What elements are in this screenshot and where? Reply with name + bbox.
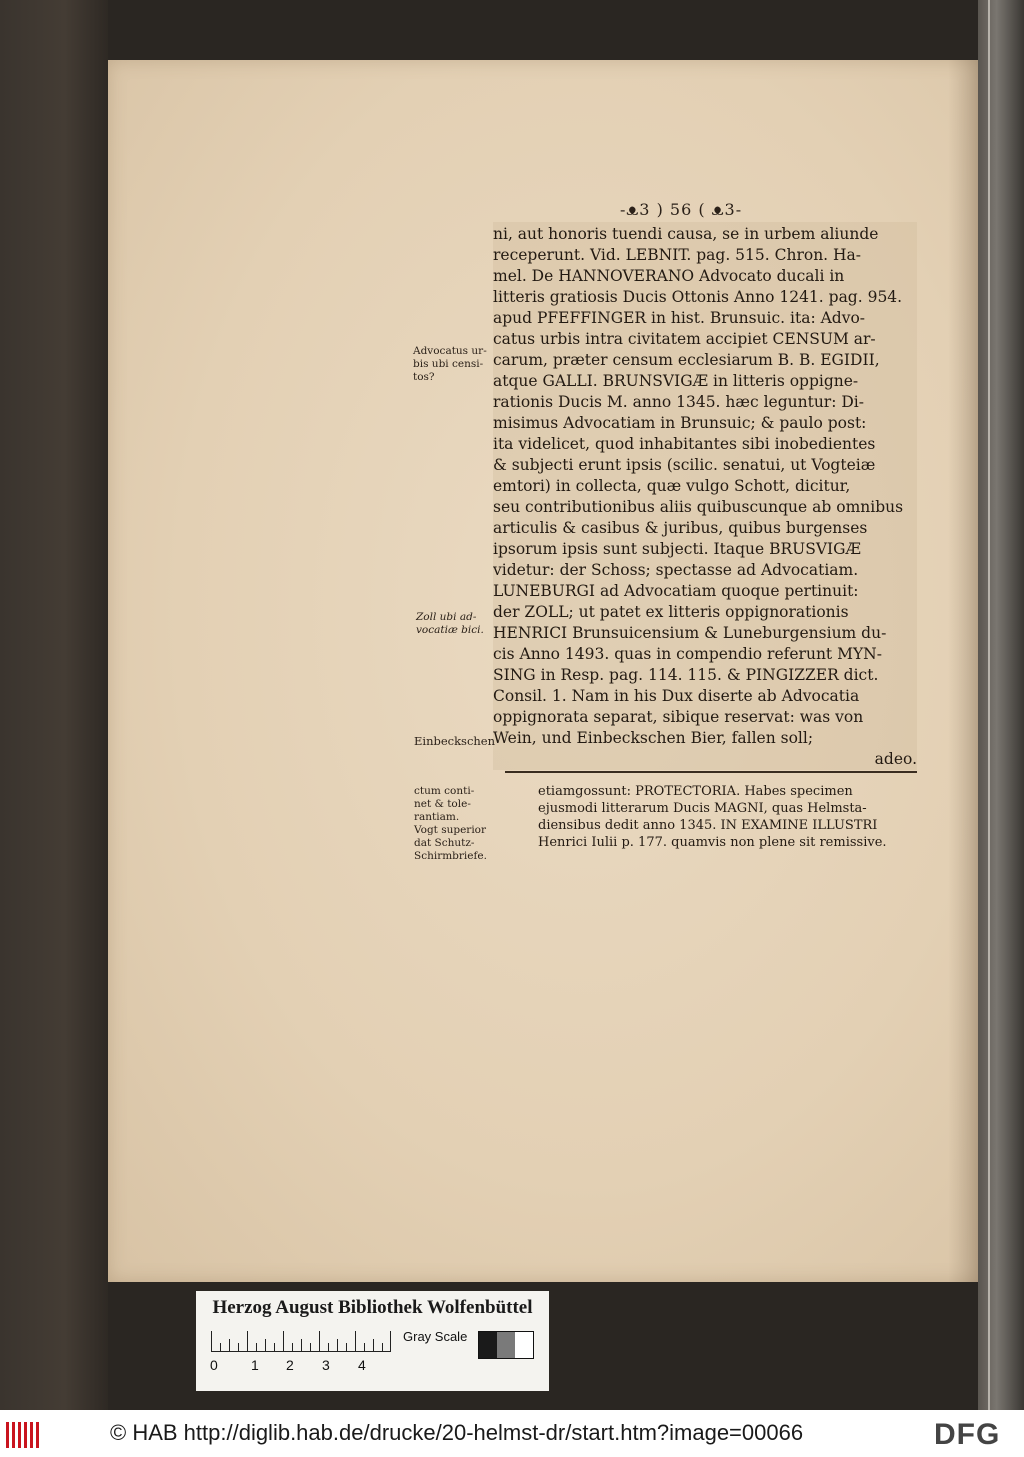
footnote-line: diensibus dedit anno 1345. IN EXAMINE ILLUSTRI xyxy=(538,818,878,833)
ruler-tick xyxy=(390,1331,391,1351)
ruler-tick xyxy=(337,1339,338,1351)
footnote-margin-note: ctum conti- net & tole- rantiam. Vogt superior dat Schutz- Schirmbriefe. xyxy=(414,785,487,862)
text-line: carum, præter censum ecclesiarum B. B. EGIDII, xyxy=(493,351,880,369)
text-line: emtori) in collecta, quæ vulgo Schott, dicitur, xyxy=(493,477,851,495)
text-line: der ZOLL; ut patet ex litteris oppignorationis xyxy=(493,603,849,621)
ruler-number: 3 xyxy=(322,1357,330,1373)
text-line: Wein, und Einbeckschen Bier, fallen soll; xyxy=(493,729,814,747)
ruler-tick xyxy=(229,1339,230,1351)
ruler-number: 2 xyxy=(286,1357,294,1373)
text-line: SING in Resp. pag. 114. 115. & PINGIZZER dict. xyxy=(493,666,879,684)
dfg-logo: DFG xyxy=(934,1418,1001,1451)
ruler-tick xyxy=(247,1331,248,1351)
ruler-tick xyxy=(382,1343,383,1351)
ruler-number: 0 xyxy=(210,1357,218,1373)
text-line: ni, aut honoris tuendi causa, se in urbem aliunde xyxy=(493,225,879,243)
ruler-tick xyxy=(355,1331,356,1351)
text-line: mel. De HANNOVERANO Advocato ducali in xyxy=(493,267,845,285)
footnote-line: etiamgossunt: PROTECTORIA. Habes specimen xyxy=(538,784,853,799)
margin-note-advocatus: Advocatus ur- bis ubi censi- tos? xyxy=(413,345,487,383)
ruler-tick xyxy=(265,1339,266,1351)
ruler-tick xyxy=(373,1339,374,1351)
margin-note-einbeck: Einbeckschen xyxy=(414,734,496,748)
text-line: ipsorum ipsis sunt subjecti. Itaque BRUSVIGÆ xyxy=(493,540,862,558)
text-line: rationis Ducis M. anno 1345. hæc leguntur: Di- xyxy=(493,393,864,411)
gray-swatch-white xyxy=(515,1332,533,1358)
text-line: Consil. 1. Nam in his Dux diserte ab Advocatia xyxy=(493,687,860,705)
text-line: atque GALLI. BRUNSVIGÆ in litteris oppigne- xyxy=(493,372,859,390)
main-text-block xyxy=(493,222,917,770)
text-line: ita videlicet, quod inhabitantes sibi inobedientes xyxy=(493,435,876,453)
ruler-tick xyxy=(292,1343,293,1351)
text-line: adeo. xyxy=(874,750,917,768)
text-line: catus urbis intra civitatem accipiet CENSUM ar- xyxy=(493,330,876,348)
ruler-tick xyxy=(256,1343,257,1351)
ruler-tick xyxy=(283,1331,284,1351)
background-left xyxy=(0,0,108,1410)
gray-swatch-black xyxy=(479,1332,497,1358)
source-url[interactable]: © HAB http://diglib.hab.de/drucke/20-helmst-dr/start.htm?image=00066 xyxy=(110,1420,804,1445)
ruler-tick xyxy=(364,1343,365,1351)
ruler-tick xyxy=(220,1343,221,1351)
ruler-number: 4 xyxy=(358,1357,366,1373)
margin-note-zoll: Zoll ubi ad- vocatiæ bici. xyxy=(416,611,484,636)
ruler-tick xyxy=(310,1343,311,1351)
text-line: receperunt. Vid. LEBNIT. pag. 515. Chron. Ha- xyxy=(493,246,862,264)
gray-scale-label: Gray Scale xyxy=(403,1329,468,1344)
footnote-divider xyxy=(505,771,917,773)
background-right xyxy=(978,0,1024,1410)
footer-bar xyxy=(0,1410,1024,1457)
ruler-tick xyxy=(211,1331,212,1351)
library-label-card xyxy=(196,1291,549,1391)
gray-scale-swatch xyxy=(478,1331,534,1359)
footnote-line: ejusmodi litterarum Ducis MAGNI, quas Helmsta- xyxy=(538,801,867,816)
ruler-tick xyxy=(238,1343,239,1351)
footnote-line: Henrici Iulii p. 177. quamvis non plene sit remissive. xyxy=(538,835,887,850)
text-line: misimus Advocatiam in Brunsuic; & paulo post: xyxy=(493,414,867,432)
ruler-tick xyxy=(301,1339,302,1351)
text-line: HENRICI Brunsuicensium & Luneburgensium du- xyxy=(493,624,887,642)
text-line: & subjecti erunt ipsis (scilic. senatui, ut Vogteiæ xyxy=(493,456,876,474)
footnote-block xyxy=(538,783,918,851)
ruler-tick xyxy=(328,1343,329,1351)
ruler-number: 1 xyxy=(251,1357,259,1373)
ruler-tick xyxy=(346,1343,347,1351)
text-line: cis Anno 1493. quas in compendio referunt MYN- xyxy=(493,645,882,663)
library-name: Herzog August Bibliothek Wolfenbüttel xyxy=(212,1297,533,1318)
text-line: videtur: der Schoss; spectasse ad Advocatiam. xyxy=(493,561,859,579)
text-line: articulis & casibus & juribus, quibus burgenses xyxy=(493,519,868,537)
ruler-tick xyxy=(319,1331,320,1351)
hab-logo-icon xyxy=(6,1422,44,1448)
text-line: oppignorata separat, sibique reservat: was von xyxy=(493,708,864,726)
ruler-tick xyxy=(274,1343,275,1351)
scale-ruler xyxy=(211,1329,391,1352)
page-header: -ᴥ3 ) 56 ( ᴥ3- xyxy=(620,200,743,219)
spine-shadow xyxy=(948,60,978,1282)
text-line: LUNEBURGI ad Advocatiam quoque pertinuit: xyxy=(493,582,859,600)
gray-swatch-mid xyxy=(497,1332,515,1358)
text-line: apud PFEFFINGER in hist. Brunsuic. ita: Advo- xyxy=(493,309,866,327)
text-line: seu contributionibus aliis quibuscunque ab omnibus xyxy=(493,498,904,516)
text-line: litteris gratiosis Ducis Ottonis Anno 1241. pag. 954. xyxy=(493,288,903,306)
